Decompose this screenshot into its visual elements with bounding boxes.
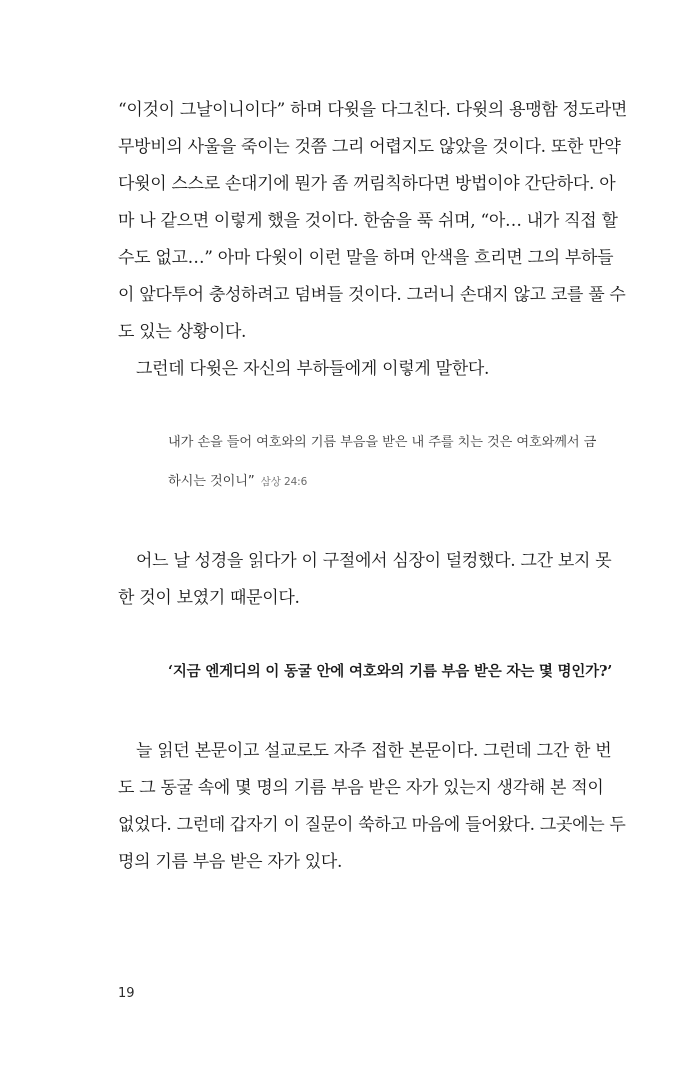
paragraph-4-line-1: 늘 읽던 본문이고 설교로도 자주 접한 본문이다. 그런데 그간 한 번 [136,741,612,761]
paragraph-1-line-4: 마 나 같으면 이렇게 했을 것이다. 한숨을 푹 쉬며, “아… 내가 직접 할 [118,211,618,231]
emphasized-question: ‘지금 엔게디의 이 동굴 안에 여호와의 기름 부음 받은 자는 몇 명인가?’ [168,663,613,680]
scripture-quote-text: 하시는 것이니” [168,474,255,489]
paragraph-1-line-3: 다윗이 스스로 손대기에 뭔가 좀 꺼림칙하다면 방법이야 간단하다. 아 [118,174,616,194]
paragraph-1-line-5: 수도 없고…” 아마 다윗이 이런 말을 하며 안색을 흐리면 그의 부하들 [118,248,614,268]
paragraph-3-line-1: 어느 날 성경을 읽다가 이 구절에서 심장이 덜컹했다. 그간 보지 못 [136,551,612,571]
paragraph-1-line-6: 이 앞다투어 충성하려고 덤벼들 것이다. 그러니 손대지 않고 코를 풀 수 [118,285,626,305]
paragraph-4-line-2: 도 그 동굴 속에 몇 명의 기름 부음 받은 자가 있는지 생각해 본 적이 [118,778,604,798]
paragraph-1-line-7: 도 있는 상황이다. [118,322,247,342]
paragraph-4-line-3: 없었다. 그런데 갑자기 이 질문이 쑥하고 마음에 들어왔다. 그곳에는 두 [118,815,626,835]
paragraph-3-line-2: 한 것이 보였기 때문이다. [118,588,300,608]
paragraph-4-line-4: 명의 기름 부음 받은 자가 있다. [118,852,343,872]
paragraph-2-line-1: 그런데 다윗은 자신의 부하들에게 이렇게 말한다. [136,359,490,379]
scripture-reference: 삼상 24:6 [260,476,308,488]
page-number: 19 [118,986,135,1001]
scripture-quote-line-1: 내가 손을 들어 여호와의 기름 부음을 받은 내 주를 치는 것은 여호와께서 금 [168,435,597,450]
paragraph-1-line-1: “이것이 그날이니이다” 하며 다윗을 다그친다. 다윗의 용맹함 정도라면 [118,100,628,120]
paragraph-1-line-2: 무방비의 사울을 죽이는 것쯤 그리 어렵지도 않았을 것이다. 또한 만약 [118,137,621,157]
scripture-quote-line-2 [168,471,628,493]
